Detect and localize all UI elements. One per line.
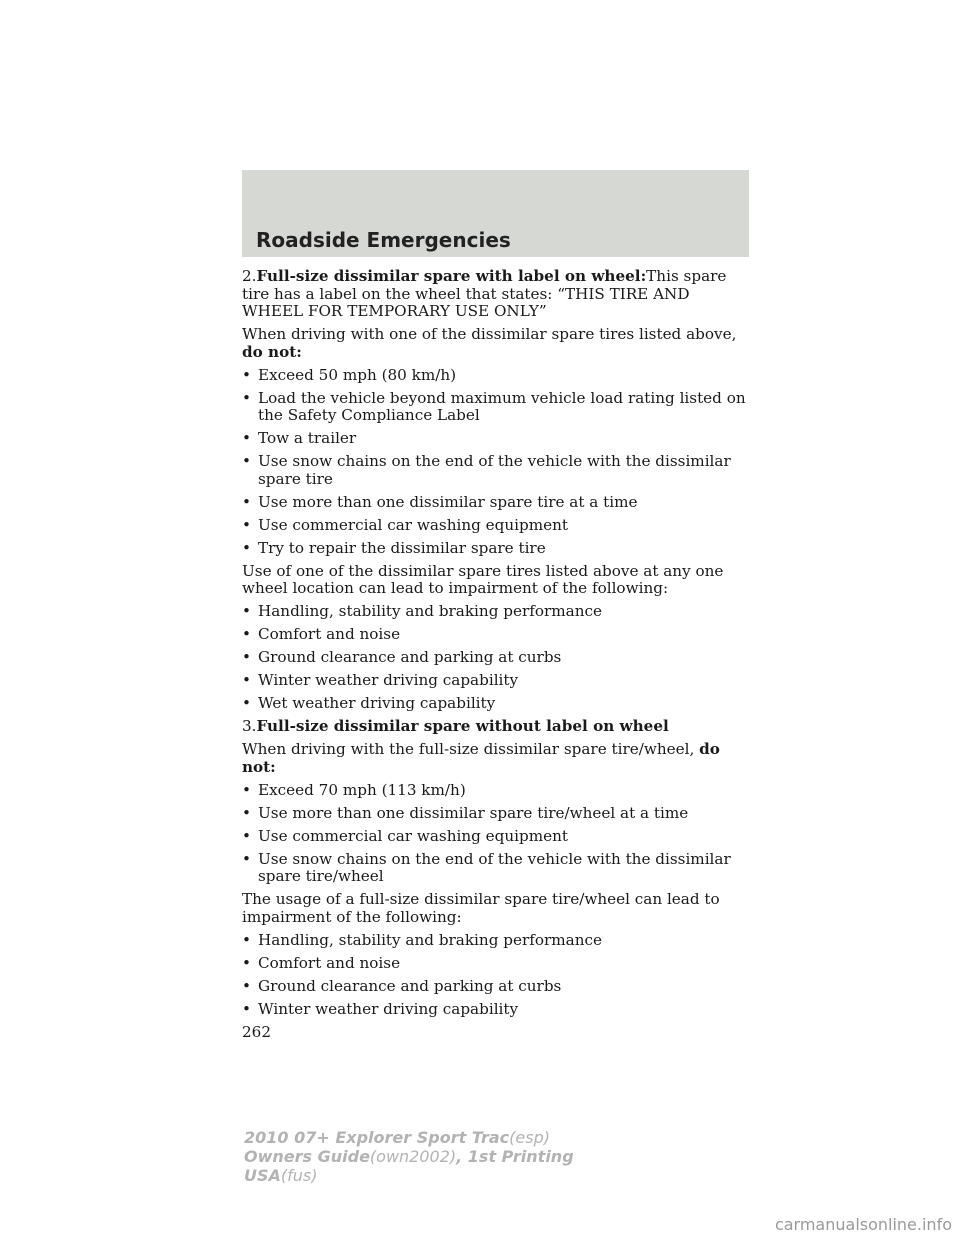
list-item-text: Handling, stability and braking performance xyxy=(258,930,602,949)
footer-line-3 xyxy=(244,1166,574,1185)
do-not-emphasis: do not: xyxy=(242,342,302,361)
list-item-text: Try to repair the dissimilar spare tire xyxy=(258,538,546,557)
list-item xyxy=(242,955,752,973)
list-item-text: Comfort and noise xyxy=(258,953,401,972)
dissimilar-warning-intro xyxy=(242,326,752,361)
bullet-icon: • xyxy=(242,826,251,845)
bullet-icon: • xyxy=(242,976,251,995)
bullet-icon: • xyxy=(242,671,251,689)
list-item-text: Tow a trailer xyxy=(258,429,357,447)
section-2-heading: Full-size dissimilar spare with label on wheel: xyxy=(256,267,647,285)
list-item-text: Ground clearance and parking at curbs xyxy=(258,976,562,995)
bullet-icon: • xyxy=(242,602,251,620)
footer-model-code: (esp) xyxy=(509,1128,550,1147)
list-item xyxy=(242,494,752,512)
list-item xyxy=(242,517,752,535)
section-title: Roadside Emergencies xyxy=(256,228,511,252)
footer-market-code: (fus) xyxy=(280,1166,318,1185)
bullet-icon: • xyxy=(242,930,251,949)
bullet-icon: • xyxy=(242,803,251,822)
list-item xyxy=(242,430,752,448)
list-item xyxy=(242,695,752,713)
bullet-icon: • xyxy=(242,492,251,511)
list-item-text: Use more than one dissimilar spare tire at a time xyxy=(258,492,638,511)
dissimilar-impairment-list xyxy=(242,603,752,713)
bullet-icon: • xyxy=(242,429,251,447)
footer-guide: Owners Guide xyxy=(244,1147,370,1166)
list-item-text: Use commercial car washing equipment xyxy=(258,826,569,845)
list-item-text: Winter weather driving capability xyxy=(258,671,519,689)
section-2-number: 2. xyxy=(242,267,257,285)
do-not-emphasis: do not: xyxy=(242,740,720,776)
list-item xyxy=(242,978,752,996)
list-item xyxy=(242,851,752,886)
fullsize-do-not-list xyxy=(242,782,752,886)
section-3-heading-paragraph xyxy=(242,718,752,736)
section-2-text: This spare tire has a label on the wheel that states: “THIS TIRE AND WHEEL FOR TEMPORARY USE ONLY” xyxy=(242,267,727,320)
list-item-text: Exceed 50 mph (80 km/h) xyxy=(258,365,457,384)
fullsize-impairment-intro: The usage of a full-size dissimilar spare tire/wheel can lead to impairment of the following: xyxy=(242,890,720,926)
footer-printing: , 1st Printing xyxy=(456,1147,574,1166)
list-item xyxy=(242,1001,752,1019)
bullet-icon: • xyxy=(242,648,251,666)
bullet-icon: • xyxy=(242,780,251,799)
page-number: 262 xyxy=(242,1022,271,1041)
footer-line-1 xyxy=(244,1128,574,1147)
bullet-icon: • xyxy=(242,625,251,643)
list-item-text: Ground clearance and parking at curbs xyxy=(258,648,562,666)
bullet-icon: • xyxy=(242,849,251,868)
intro-text: When driving with one of the dissimilar spare tires listed above, xyxy=(242,325,737,343)
section-3-heading: Full-size dissimilar spare without label on wheel xyxy=(256,717,669,735)
list-item-text: Use commercial car washing equipment xyxy=(258,515,569,534)
bullet-icon: • xyxy=(242,953,251,972)
list-item-text: Load the vehicle beyond maximum vehicle load rating listed on the Safety Compliance Label xyxy=(258,388,746,424)
list-item xyxy=(242,390,752,425)
intro-text: When driving with the full-size dissimilar spare tire/wheel, xyxy=(242,740,695,758)
list-item-text: Wet weather driving capability xyxy=(258,694,496,712)
fullsize-impairment-list xyxy=(242,932,752,1019)
footer-line-2 xyxy=(244,1147,574,1166)
bullet-icon: • xyxy=(242,388,251,407)
watermark: carmanualsonline.info xyxy=(774,1215,952,1234)
footer-model: 2010 07+ Explorer Sport Trac xyxy=(244,1128,510,1147)
section-3-number: 3. xyxy=(242,717,257,735)
section-2-paragraph xyxy=(242,268,752,321)
bullet-icon: • xyxy=(242,694,251,712)
fullsize-warning-intro xyxy=(242,741,752,776)
list-item-text: Winter weather driving capability xyxy=(258,999,519,1018)
list-item-text: Use snow chains on the end of the vehicle with the dissimilar spare tire/wheel xyxy=(258,849,731,885)
list-item xyxy=(242,828,752,846)
bullet-icon: • xyxy=(242,452,251,470)
footer-market: USA xyxy=(244,1166,281,1185)
list-item xyxy=(242,603,752,621)
list-item xyxy=(242,540,752,558)
list-item xyxy=(242,805,752,823)
list-item xyxy=(242,453,752,488)
list-item xyxy=(242,367,752,385)
bullet-icon: • xyxy=(242,999,251,1018)
section-header-band xyxy=(242,170,749,257)
list-item-text: Comfort and noise xyxy=(258,625,401,643)
list-item xyxy=(242,672,752,690)
list-item-text: Handling, stability and braking performance xyxy=(258,602,602,620)
list-item xyxy=(242,932,752,950)
list-item-text: Use snow chains on the end of the vehicle with the dissimilar spare tire xyxy=(258,452,731,488)
list-item-text: Exceed 70 mph (113 km/h) xyxy=(258,780,466,799)
document-footer xyxy=(244,1128,574,1185)
dissimilar-impairment-intro: Use of one of the dissimilar spare tires listed above at any one wheel location can lead to impairment of the following: xyxy=(242,561,724,597)
page-content xyxy=(242,268,752,1041)
bullet-icon: • xyxy=(242,365,251,384)
list-item xyxy=(242,782,752,800)
list-item-text: Use more than one dissimilar spare tire/wheel at a time xyxy=(258,803,689,822)
footer-guide-code: (own2002) xyxy=(369,1147,457,1166)
bullet-icon: • xyxy=(242,515,251,534)
bullet-icon: • xyxy=(242,538,251,557)
dissimilar-do-not-list xyxy=(242,367,752,558)
list-item xyxy=(242,626,752,644)
list-item xyxy=(242,649,752,667)
